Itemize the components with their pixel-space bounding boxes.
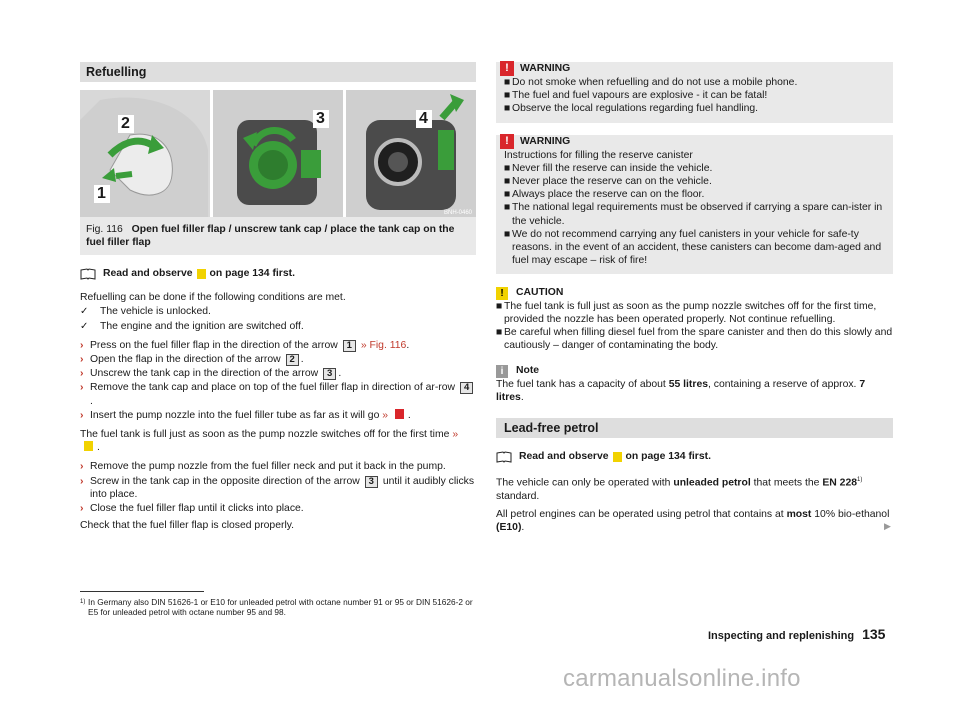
figure-label-3: 3 [316, 110, 325, 127]
step-item [80, 502, 476, 515]
bullet-icon: ■ [504, 103, 511, 115]
arrow-number-box: 2 [286, 354, 299, 366]
caution-ref-link[interactable]: » [452, 429, 459, 441]
unleaded-petrol: unleaded petrol [673, 477, 751, 489]
step-text: Insert the pump nozzle into the fuel filler tube as far as it will go [90, 409, 380, 421]
page-footer [708, 628, 885, 643]
text-part: 10% bio-ethanol [814, 509, 890, 521]
footnote-mark: 1) [80, 599, 86, 605]
warning-item-text: Never place the reserve can on the vehicle. [512, 176, 712, 188]
step-text: Open the flap in the direction of the arrow [90, 354, 281, 366]
check-icon: ✓ [80, 320, 89, 332]
arrow-icon: › [80, 382, 84, 394]
note-header [496, 364, 893, 377]
step-end: . [406, 339, 410, 351]
warning-item [504, 188, 885, 201]
step-end: . [338, 368, 342, 380]
note-title: Note [516, 365, 540, 377]
warning-title: WARNING [520, 62, 571, 74]
arrow-number-box: 3 [323, 368, 336, 380]
caution-item [496, 326, 893, 352]
figure-panel-2 [213, 90, 343, 217]
arrow-number-box: 4 [460, 382, 473, 394]
step-item [80, 475, 476, 501]
figure-ref-link[interactable]: » Fig. 116 [360, 339, 407, 351]
note-part: The fuel tank has a capacity of about [496, 378, 666, 390]
read-observe-prefix: Read and observe [519, 451, 609, 463]
bullet-icon: ■ [504, 162, 511, 174]
step-after: until it audibly clicks into place. [90, 475, 475, 500]
read-observe-prefix: Read and observe [103, 268, 193, 279]
arrow-icon: › [80, 368, 84, 380]
warning-item [504, 201, 885, 227]
step-text: Remove the pump nozzle from the fuel filler neck and put it back in the pump. [90, 461, 446, 473]
full-note [80, 428, 476, 454]
most-bold: most [786, 509, 812, 521]
warning-item [504, 162, 885, 175]
step-end: . [407, 409, 411, 421]
arrow-icon: › [80, 503, 84, 515]
text-part: that meets the [753, 477, 820, 489]
footer-section-title: Inspecting and replenishing [708, 630, 855, 642]
figure-label-4: 4 [419, 110, 428, 127]
text-part: . [521, 522, 525, 534]
step-end: . [300, 354, 304, 366]
footnote-ref: 1) [857, 477, 863, 484]
step-item [80, 353, 476, 366]
caution-item-text: Be careful when filling diesel fuel from the spare canister and then do this slowly and cautiously – danger of contaminating the body. [504, 327, 893, 352]
warning-intro: Instructions for filling the reserve canister [504, 149, 693, 161]
e10-bold: (E10) [496, 522, 522, 534]
figure-panel-3 [346, 90, 476, 217]
exclamation-icon: ! [500, 134, 514, 149]
warning-item-text: The fuel and fuel vapours are explosive - it can be fatal! [512, 90, 768, 102]
caution-item-text: The fuel tank is full just as soon as the pump nozzle switches off for the first time, provided the nozzle has been operated properly. Not continue refuelling. [504, 300, 877, 325]
note-part: . [520, 391, 524, 403]
warning-item-text: Never fill the reserve can inside the vehicle. [512, 162, 713, 174]
figure-label-2: 2 [121, 115, 130, 132]
svg-text:BNH-0460: BNH-0460 [444, 210, 473, 216]
warning-item-text: Always place the reserve can on the floor. [512, 189, 705, 201]
warning-mini-icon [197, 269, 206, 279]
warning-item-text: Observe the local regulations regarding fuel handling. [512, 103, 759, 115]
figure-panel-1 [80, 90, 210, 217]
arrow-icon: › [80, 409, 84, 421]
bullet-icon: ■ [504, 202, 511, 214]
note-capacity: 55 litres [668, 378, 708, 390]
left-column [80, 62, 476, 532]
condition-text: The engine and the ignition are switched off. [100, 320, 304, 332]
arrow-icon: › [80, 354, 84, 366]
caution-title: CAUTION [516, 287, 564, 299]
bullet-icon: ■ [496, 327, 503, 339]
read-observe-suffix: on page 134 first. [209, 268, 295, 279]
bullet-icon: ■ [504, 77, 511, 88]
step-item [80, 460, 476, 473]
warning-item [504, 102, 885, 115]
note-part: , containing a reserve of approx. [708, 378, 857, 390]
full-note-text: The fuel tank is full just as soon as the pump nozzle switches off for the first time [80, 429, 450, 441]
warning-item-text: Do not smoke when refuelling and do not use a mobile phone. [512, 77, 798, 88]
step-item [80, 367, 476, 380]
warning-item-text: We do not recommend carrying any fuel canisters in your vehicle for safe-ty reasons. in the event of an accident, these canisters can become dam-aged and fuel may escape – risk of fire! [512, 228, 882, 267]
watermark: carmanualsonline.info [563, 665, 801, 692]
bullet-icon: ■ [504, 90, 511, 102]
step-item [80, 339, 476, 352]
step-item [80, 409, 476, 422]
page-number: 135 [862, 626, 886, 642]
full-note-end: . [97, 442, 100, 454]
step-text: Screw in the tank cap in the opposite direction of the arrow [90, 475, 360, 487]
exclamation-icon: ! [500, 61, 514, 76]
step-text: Close the fuel filler flap until it clicks into place. [90, 503, 304, 515]
step-text: Unscrew the tank cap in the direction of the arrow [90, 368, 319, 380]
arrow-icon: › [80, 339, 84, 351]
info-icon: i [496, 365, 508, 378]
continue-arrow-icon: ▶ [884, 521, 891, 531]
arrow-number-box: 1 [343, 340, 356, 352]
text-part: The vehicle can only be operated with [496, 477, 671, 489]
right-column [496, 62, 893, 535]
note-text [496, 378, 893, 404]
petrol-paragraph-2 [496, 508, 893, 534]
condition-item [80, 305, 476, 318]
section-title-lead-free: Lead-free petrol [496, 418, 893, 438]
footnote [80, 597, 480, 617]
warning-item [504, 89, 885, 102]
condition-item [80, 320, 476, 333]
closing-text: Check that the fuel filler flap is closed properly. [80, 520, 295, 532]
text-part: All petrol engines can be operated using petrol that contains at [496, 509, 784, 521]
read-and-observe-right [496, 450, 893, 463]
figure-label-1: 1 [97, 185, 106, 202]
warning-box-1 [496, 62, 893, 123]
warning-mini-icon [84, 441, 93, 451]
figure-116 [80, 90, 476, 217]
section-title-refuelling: Refuelling [80, 62, 476, 82]
step-end: . [90, 395, 93, 407]
bullet-icon: ■ [496, 300, 503, 312]
steps-list [80, 339, 476, 422]
footnote-divider [80, 591, 204, 592]
check-icon: ✓ [80, 306, 89, 318]
warning-mini-icon [395, 409, 404, 419]
footnote-text: In Germany also DIN 51626-1 or E10 for unleaded petrol with octane number 91 or 95 or DIN 51626-2 or E5 for unleaded petrol with octane number 95 and 98. [88, 597, 473, 617]
warning-mini-icon [613, 452, 622, 462]
arrow-icon: › [80, 461, 84, 473]
warning-ref-link[interactable]: » [382, 409, 389, 421]
warning-box-2 [496, 135, 893, 275]
book-icon [496, 451, 512, 463]
bullet-icon: ■ [504, 228, 511, 240]
step-text: Press on the fuel filler flap in the direction of the arrow [90, 339, 338, 351]
note-reserve: 7 litres [496, 378, 866, 403]
figure-caption [80, 217, 476, 255]
figure-title: Open fuel filler flap / unscrew tank cap / place the tank cap on the fuel filler flap [86, 224, 455, 248]
warning-header [500, 61, 885, 76]
condition-text: The vehicle is unlocked. [100, 306, 211, 318]
book-icon [80, 268, 96, 280]
arrow-number-box: 3 [365, 476, 378, 488]
figure-number: Fig. 116 [86, 224, 123, 235]
warning-item [504, 175, 885, 188]
bullet-icon: ■ [504, 176, 511, 188]
read-observe-suffix: on page 134 first. [625, 451, 711, 463]
warning-item-text: The national legal requirements must be observed if carrying a spare can-ister in the vehicle. [512, 202, 883, 227]
arrow-icon: › [80, 475, 84, 487]
text-part: standard. [496, 490, 540, 502]
warning-header [500, 134, 885, 149]
caution-header [496, 286, 893, 299]
petrol-paragraph-1 [496, 474, 893, 503]
caution-icon: ! [496, 287, 508, 300]
caution-item [496, 300, 893, 326]
warning-item [504, 76, 885, 89]
read-and-observe-left [80, 267, 476, 280]
warning-item [504, 228, 885, 268]
intro-text: Refuelling can be done if the following conditions are met. [80, 292, 346, 304]
warning-title: WARNING [520, 135, 571, 147]
step-item [80, 381, 476, 407]
step-text: Remove the tank cap and place on top of the fuel filler flap in direction of ar-row [90, 382, 456, 394]
bullet-icon: ■ [504, 189, 511, 201]
steps-list-2 [80, 460, 476, 515]
standard-en228: EN 228 [822, 477, 858, 489]
